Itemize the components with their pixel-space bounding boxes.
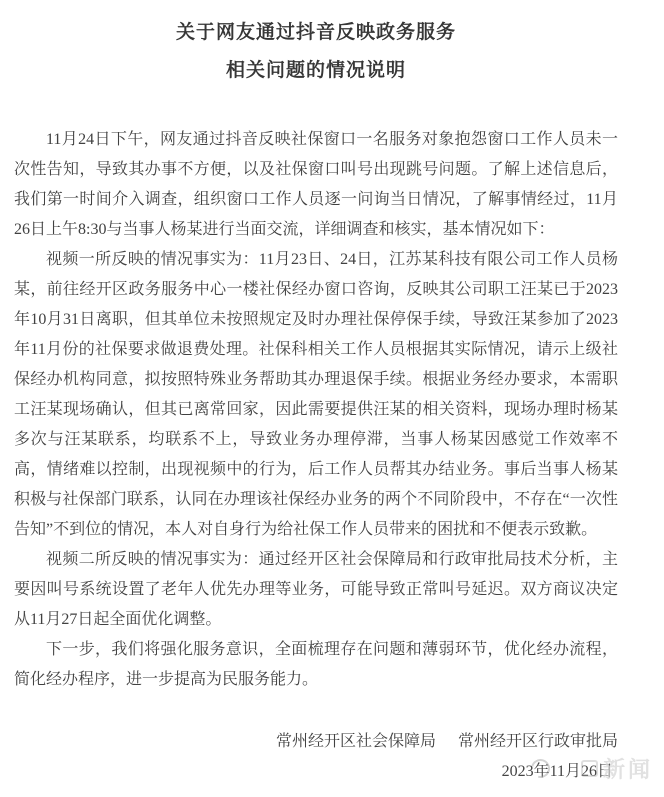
document-body xyxy=(14,125,618,695)
document-title-line2: 相关问题的情况说明 xyxy=(225,60,406,81)
signature-agency-2: 常州经开区行政审批局 xyxy=(457,733,618,750)
signature-agency-1: 常州经开区社会保障局 xyxy=(275,733,436,750)
signature-date: 2023年11月26日 xyxy=(501,763,613,780)
news-watermark-label: 新闻 xyxy=(603,757,654,782)
paragraph-video2-facts: 视频二所反映的情况事实为：通过经开区社会保障局和行政审批局技术分析，主要因叫号系统设置了老年人优先办理等业务，可能导致正常叫号延迟。双方商议决定从11月27日起全面优化调整。 xyxy=(14,551,618,628)
signature-agencies xyxy=(276,727,618,757)
paragraph-video1-facts: 视频一所反映的情况事实为：11月23日、24日，江苏某科技有限公司工作人员杨某，前往经开区政务服务中心一楼社保经办窗口咨询，反映其公司职工汪某已于2023年10月31日离职，但其单位未按照规定及时办理社保停保手续，导致汪某参加了2023年11月份的社保要求做退费处理。社保科相关工作人员根据其实际情况，请示上级社保经办机构同意，拟按照特殊业务帮助其办理退保手续。根据业务经办要求，本需职工汪某现场确认，但其已离常回家，因此需要提供汪某的相关资料，现场办理时杨某多次与汪某联系，均联系不上，导致业务办理停滞，当事人杨某因感觉工作效率不高，情绪难以控制，出现视频中的行为，后工作人员帮其办结业务。事后当事人杨某积极与社保部门联系，认同在办理该社保经办业务的两个不同阶段中，不存在“一次性告知”不到位的情况，本人对自身行为给社保工作人员带来的困扰和不便表示致歉。 xyxy=(14,251,618,538)
paragraph-intro: 11月24日下午，网友通过抖音反映社保窗口一名服务对象抱怨窗口工作人员未一次性告知，导致其办事不方便，以及社保窗口叫号出现跳号问题。了解上述信息后，我们第一时间介入调查，组织窗口工作人员逐一问询当日情况，了解事情经过，11月26日上午8:30与当事人杨某进行当面交流，详细调查和核实，基本情况如下： xyxy=(14,131,618,238)
paragraph-next-steps: 下一步，我们将强化服务意识，全面梳理存在问题和薄弱环节，优化经办流程，简化经办程序，进一步提高为民服务能力。 xyxy=(14,641,618,688)
document-title-line1: 关于网友通过抖音反映政务服务 xyxy=(175,22,456,43)
document-title xyxy=(14,14,618,90)
